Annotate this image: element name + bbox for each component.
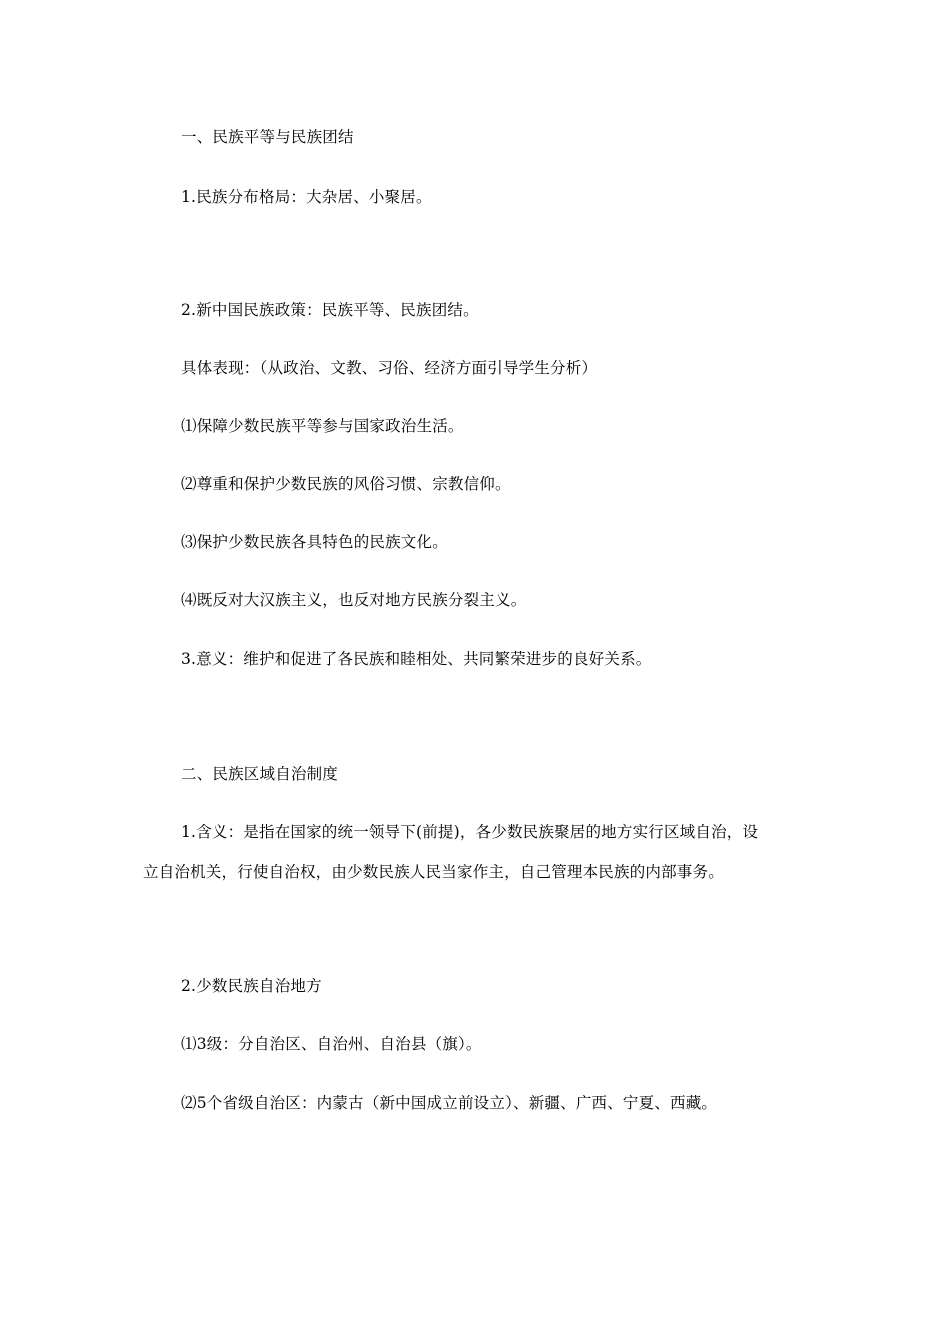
section-heading-1: 一、民族平等与民族团结: [181, 128, 354, 146]
paragraph-autonomous-areas: 2.少数民族自治地方: [181, 977, 322, 995]
list-item: ⑵5个省级自治区：内蒙古（新中国成立前设立）、新疆、广西、宁夏、西藏。: [181, 1094, 718, 1112]
paragraph-details-intro: 具体表现：（从政治、文教、习俗、经济方面引导学生分析）: [181, 359, 598, 377]
list-item: ⑷既反对大汉族主义，也反对地方民族分裂主义。: [181, 591, 527, 609]
paragraph-policy: 2.新中国民族政策：民族平等、民族团结。: [181, 301, 479, 319]
paragraph-significance: 3.意义：维护和促进了各民族和睦相处、共同繁荣进步的良好关系。: [181, 650, 652, 668]
section-heading-2: 二、民族区域自治制度: [181, 765, 339, 783]
paragraph-distribution: 1.民族分布格局：大杂居、小聚居。: [181, 188, 432, 206]
list-item: ⑵尊重和保护少数民族的风俗习惯、宗教信仰。: [181, 475, 511, 493]
list-item: ⑴3级：分自治区、自治州、自治县（旗）。: [181, 1035, 482, 1053]
paragraph-definition-line1: 1.含义：是指在国家的统一领导下(前提)，各少数民族聚居的地方实行区域自治，设: [181, 823, 759, 841]
list-item: ⑶保护少数民族各具特色的民族文化。: [181, 533, 448, 551]
paragraph-definition-line2: 立自治机关，行使自治权，由少数民族人民当家作主，自己管理本民族的内部事务。: [143, 863, 724, 881]
list-item: ⑴保障少数民族平等参与国家政治生活。: [181, 417, 464, 435]
